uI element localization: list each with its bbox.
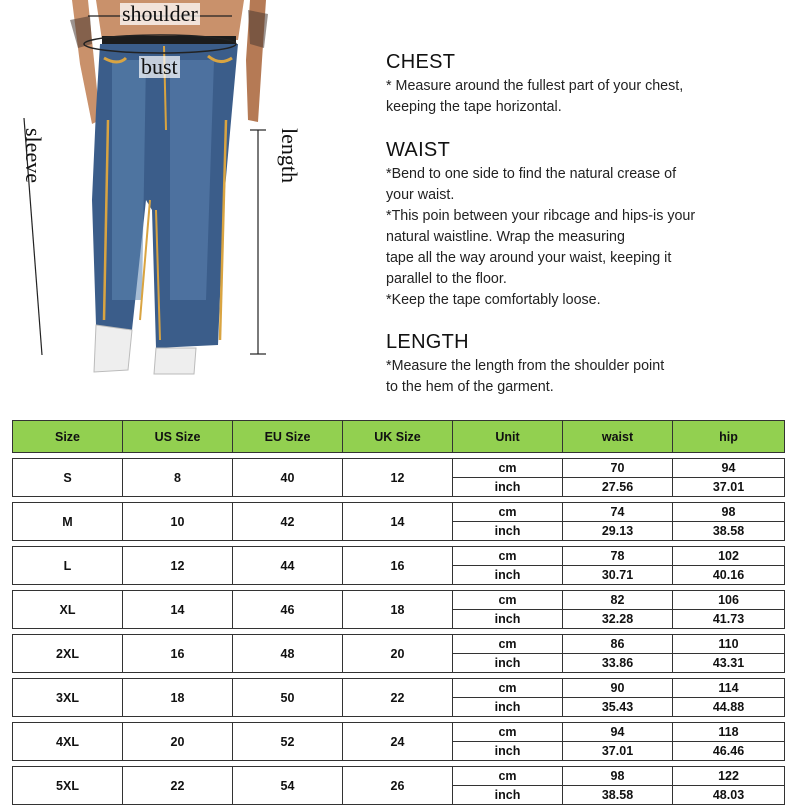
eu-size-cell: 50 — [233, 679, 343, 717]
waist-inch-cell: 33.86 — [563, 654, 673, 673]
unit-inch-cell: inch — [453, 478, 563, 497]
size-cell: L — [13, 547, 123, 585]
hip-inch-cell: 41.73 — [673, 610, 785, 629]
size-cell: XL — [13, 591, 123, 629]
waist-inch-cell: 37.01 — [563, 742, 673, 761]
waist-cm-cell: 70 — [563, 459, 673, 478]
uk-size-cell: 26 — [343, 767, 453, 805]
eu-size-cell: 42 — [233, 503, 343, 541]
waist-cm-cell: 86 — [563, 635, 673, 654]
waist-text-line: your waist. — [386, 187, 455, 203]
waist-text-line: *Bend to one side to find the natural crease of — [386, 166, 677, 182]
eu-size-cell: 52 — [233, 723, 343, 761]
uk-size-cell: 16 — [343, 547, 453, 585]
size-cell: 2XL — [13, 635, 123, 673]
waist-text-line: parallel to the floor. — [386, 271, 507, 287]
size-chart-table — [12, 420, 785, 805]
unit-inch-cell: inch — [453, 610, 563, 629]
size-cell: 4XL — [13, 723, 123, 761]
hip-inch-cell: 37.01 — [673, 478, 785, 497]
waist-inch-cell: 38.58 — [563, 786, 673, 805]
size-cell: 5XL — [13, 767, 123, 805]
header-size: Size — [13, 421, 123, 453]
size-cell: M — [13, 503, 123, 541]
unit-inch-cell: inch — [453, 654, 563, 673]
waist-inch-cell: 35.43 — [563, 698, 673, 717]
waist-section — [386, 138, 695, 311]
waist-cm-cell: 82 — [563, 591, 673, 610]
hip-cm-cell: 102 — [673, 547, 785, 566]
size-rows — [13, 453, 785, 805]
unit-cm-cell: cm — [453, 679, 563, 698]
hip-cm-cell: 110 — [673, 635, 785, 654]
table-header-row — [13, 421, 785, 453]
unit-inch-cell: inch — [453, 698, 563, 717]
waist-cm-cell: 94 — [563, 723, 673, 742]
shoulder-label: shoulder — [122, 1, 198, 26]
unit-cm-cell: cm — [453, 723, 563, 742]
uk-size-cell: 22 — [343, 679, 453, 717]
waist-inch-cell: 27.56 — [563, 478, 673, 497]
tattoo-left — [70, 16, 92, 48]
table-row — [13, 503, 785, 522]
table-row — [13, 635, 785, 654]
table-row — [13, 679, 785, 698]
hip-cm-cell: 118 — [673, 723, 785, 742]
waist-cm-cell: 74 — [563, 503, 673, 522]
waist-inch-cell: 32.28 — [563, 610, 673, 629]
waist-heading: WAIST — [386, 139, 451, 161]
header-waist: waist — [563, 421, 673, 453]
table-row — [13, 591, 785, 610]
unit-cm-cell: cm — [453, 591, 563, 610]
hip-inch-cell: 46.46 — [673, 742, 785, 761]
unit-inch-cell: inch — [453, 742, 563, 761]
jeans-fade-left — [112, 60, 146, 300]
length-heading: LENGTH — [386, 331, 469, 353]
waist-inch-cell: 29.13 — [563, 522, 673, 541]
waist-text-line: *This poin between your ribcage and hips-is your — [386, 208, 696, 224]
eu-size-cell: 48 — [233, 635, 343, 673]
shoe-right — [154, 348, 196, 374]
us-size-cell: 18 — [123, 679, 233, 717]
uk-size-cell: 24 — [343, 723, 453, 761]
unit-cm-cell: cm — [453, 503, 563, 522]
unit-inch-cell: inch — [453, 522, 563, 541]
hip-cm-cell: 122 — [673, 767, 785, 786]
hip-cm-cell: 106 — [673, 591, 785, 610]
waist-text-line: tape all the way around your waist, keeping it — [386, 250, 672, 266]
us-size-cell: 22 — [123, 767, 233, 805]
size-cell: 3XL — [13, 679, 123, 717]
unit-cm-cell: cm — [453, 547, 563, 566]
us-size-cell: 12 — [123, 547, 233, 585]
sleeve-label: sleeve — [21, 128, 46, 183]
hip-inch-cell: 48.03 — [673, 786, 785, 805]
size-cell: S — [13, 459, 123, 497]
tattoo-right — [248, 10, 268, 48]
waist-text-line: *Keep the tape comfortably loose. — [386, 292, 601, 308]
hip-cm-cell: 98 — [673, 503, 785, 522]
table-row — [13, 723, 785, 742]
product-figure — [0, 0, 330, 400]
table-row — [13, 459, 785, 478]
header-us-size: US Size — [123, 421, 233, 453]
eu-size-cell: 44 — [233, 547, 343, 585]
bust-label: bust — [141, 54, 178, 79]
header-unit: Unit — [453, 421, 563, 453]
chest-section — [386, 50, 683, 118]
us-size-cell: 16 — [123, 635, 233, 673]
us-size-cell: 8 — [123, 459, 233, 497]
uk-size-cell: 20 — [343, 635, 453, 673]
unit-inch-cell: inch — [453, 566, 563, 585]
hip-inch-cell: 44.88 — [673, 698, 785, 717]
hip-inch-cell: 40.16 — [673, 566, 785, 585]
chest-text-line: * Measure around the fullest part of your chest, — [386, 78, 684, 94]
eu-size-cell: 40 — [233, 459, 343, 497]
uk-size-cell: 12 — [343, 459, 453, 497]
hip-inch-cell: 43.31 — [673, 654, 785, 673]
uk-size-cell: 14 — [343, 503, 453, 541]
chest-heading: CHEST — [386, 51, 456, 73]
length-text-line: *Measure the length from the shoulder point — [386, 358, 665, 374]
us-size-cell: 10 — [123, 503, 233, 541]
waist-cm-cell: 78 — [563, 547, 673, 566]
waist-inch-cell: 30.71 — [563, 566, 673, 585]
unit-cm-cell: cm — [453, 635, 563, 654]
shoe-left — [94, 325, 132, 372]
us-size-cell: 20 — [123, 723, 233, 761]
length-section — [386, 330, 664, 398]
eu-size-cell: 46 — [233, 591, 343, 629]
eu-size-cell: 54 — [233, 767, 343, 805]
length-label: length — [277, 128, 302, 183]
unit-cm-cell: cm — [453, 767, 563, 786]
length-text-line: to the hem of the garment. — [386, 379, 554, 395]
hip-cm-cell: 94 — [673, 459, 785, 478]
hip-inch-cell: 38.58 — [673, 522, 785, 541]
hip-cm-cell: 114 — [673, 679, 785, 698]
table-row — [13, 547, 785, 566]
chest-text-line: keeping the tape horizontal. — [386, 99, 562, 115]
unit-inch-cell: inch — [453, 786, 563, 805]
header-uk-size: UK Size — [343, 421, 453, 453]
waist-text-line: natural waistline. Wrap the measuring — [386, 229, 625, 245]
us-size-cell: 14 — [123, 591, 233, 629]
header-hip: hip — [673, 421, 785, 453]
uk-size-cell: 18 — [343, 591, 453, 629]
unit-cm-cell: cm — [453, 459, 563, 478]
waist-cm-cell: 98 — [563, 767, 673, 786]
header-eu-size: EU Size — [233, 421, 343, 453]
waist-cm-cell: 90 — [563, 679, 673, 698]
table-row — [13, 767, 785, 786]
